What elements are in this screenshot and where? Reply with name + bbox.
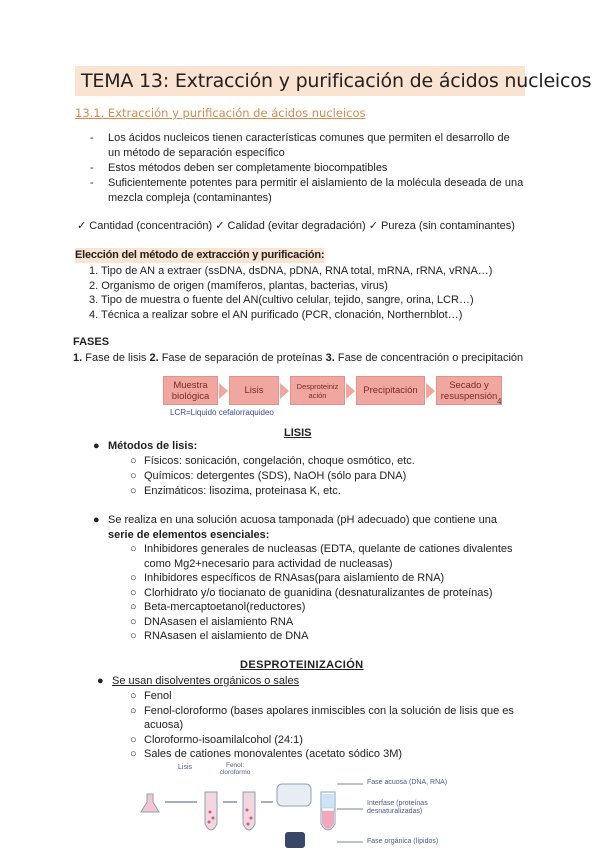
- flow-arrow-icon: [346, 383, 355, 399]
- flow-step-lisis: Lisis: [229, 376, 279, 405]
- intro-item-1-cont: un método de separación específico: [108, 147, 285, 159]
- election-item-4: 4. Técnica a realizar sobre el AN purificado (PCR, clonación, Northernblot…): [89, 309, 463, 321]
- lisis-solution-line-cont: serie de elementos esenciales:: [108, 529, 270, 541]
- figure-label-lisis: Lisis: [178, 764, 193, 771]
- criteria-line: ✓ Cantidad (concentración) ✓ Calidad (evitar degradación) ✓ Pureza (sin contaminantes): [77, 220, 515, 232]
- phases-heading: FASES: [73, 336, 110, 348]
- desprot-heading: DESPROTEINIZACIÓN: [240, 659, 364, 671]
- election-item-1: 1. Tipo de AN a extraer (ssDNA, dsDNA, pDNA, RNA total, mRNA, rRNA, vRNA…): [89, 265, 493, 277]
- intro-item-2: - Estos métodos deben ser completamente biocompatibles: [90, 162, 388, 174]
- flow-note: LCR=Liquido cefalorraquideo: [170, 408, 274, 417]
- lisis-method-3: ○ Enzimáticos: lisozima, proteinasa K, etc.: [130, 485, 341, 497]
- intro-item-3: - Suficientemente potentes para permitir el aislamiento de la molécula deseada de una: [90, 177, 524, 189]
- intro-item-3-cont: mezcla compleja (contaminantes): [108, 192, 272, 204]
- lisis-element-1-cont: como Mg2+necesario para actividad de nucleasas): [144, 558, 393, 570]
- intro-item-1: - Los ácidos nucleicos tienen características comunes que permiten el desarrollo de: [90, 132, 510, 144]
- desprot-item-2: ○ Fenol-cloroformo (bases apolares inmiscibles con la solución de lisis que es: [130, 705, 514, 717]
- lisis-element-2: ○ Inhibidores específicos de RNAsas(para aislamiento de RNA): [130, 572, 445, 584]
- lisis-element-1: ○ Inhibidores generales de nucleasas (EDTA, quelante de cationes divalentes: [130, 543, 513, 555]
- lisis-methods-label: ● Métodos de lisis:: [93, 440, 198, 452]
- lisis-element-6: ○ RNAsasen el aislamiento de DNA: [130, 630, 309, 642]
- desprot-item-3: ○ Cloroformo-isoamilalcohol (24:1): [130, 734, 303, 746]
- flow-step-precip: Precipitación: [356, 376, 425, 405]
- figure-label-interphase: Interfase (proteínas desnaturalizadas): [367, 800, 428, 815]
- flow-step-dry: Secado y resuspensión: [436, 376, 502, 405]
- lisis-method-1: ○ Físicos: sonicación, congelación, choque osmótico, etc.: [130, 455, 415, 467]
- lisis-method-2: ○ Químicos: detergentes (SDS), NaOH (sólo para DNA): [130, 470, 407, 482]
- lisis-heading: LISIS: [284, 427, 312, 439]
- desprot-item-2-cont: acuosa): [144, 719, 184, 731]
- desprot-main: ● Se usan disolventes orgánicos o sales: [97, 675, 300, 687]
- lisis-solution-line: ● Se realiza en una solución acuosa tamponada (pH adecuado) que contiene una: [93, 514, 497, 526]
- flow-arrow-icon: [280, 383, 289, 399]
- election-heading: Elección del método de extracción y purificación:: [75, 249, 325, 261]
- figure-label-fenol: Fenol: cloroformo: [219, 762, 251, 776]
- phases-line: 1. Fase de lisis 2. Fase de separación de proteínas 3. Fase de concentración o precipitación: [73, 352, 524, 364]
- figure-label-aqueous: Fase acuosa (DNA, RNA): [367, 779, 448, 786]
- extraction-figure: [135, 762, 465, 848]
- flow-step-desprot: Desproteinización: [290, 376, 345, 405]
- page-title: TEMA 13: Extracción y purificación de ácidos nucleicos: [75, 66, 525, 96]
- lisis-element-4: ○ Beta-mercaptoetanol(reductores): [130, 601, 306, 613]
- lisis-element-5: ○ DNAsasen el aislamiento RNA: [130, 616, 294, 628]
- flow-page-number: 4: [497, 397, 502, 406]
- desprot-item-4: ○ Sales de cationes monovalentes (acetato sódico 3M): [130, 748, 403, 760]
- election-item-2: 2. Organismo de origen (mamíferos, plantas, bacterias, virus): [89, 280, 388, 292]
- flow-arrow-icon: [219, 383, 228, 399]
- desprot-item-1: ○ Fenol: [130, 690, 172, 702]
- section-subtitle: 13.1. Extracción y purificación de ácidos nucleicos: [75, 106, 366, 120]
- flow-arrow-icon: [426, 383, 435, 399]
- figure-label-organic: Fase orgánica (lípidos): [367, 838, 439, 845]
- lisis-element-3: ○ Clorhidrato y/o tiocianato de guanidina (desnaturalizantes de proteínas): [130, 587, 493, 599]
- election-item-3: 3. Tipo de muestra o fuente del AN(cultivo celular, tejido, sangre, orina, LCR…): [89, 294, 474, 306]
- flow-step-sample: Muestra biológica: [163, 376, 218, 405]
